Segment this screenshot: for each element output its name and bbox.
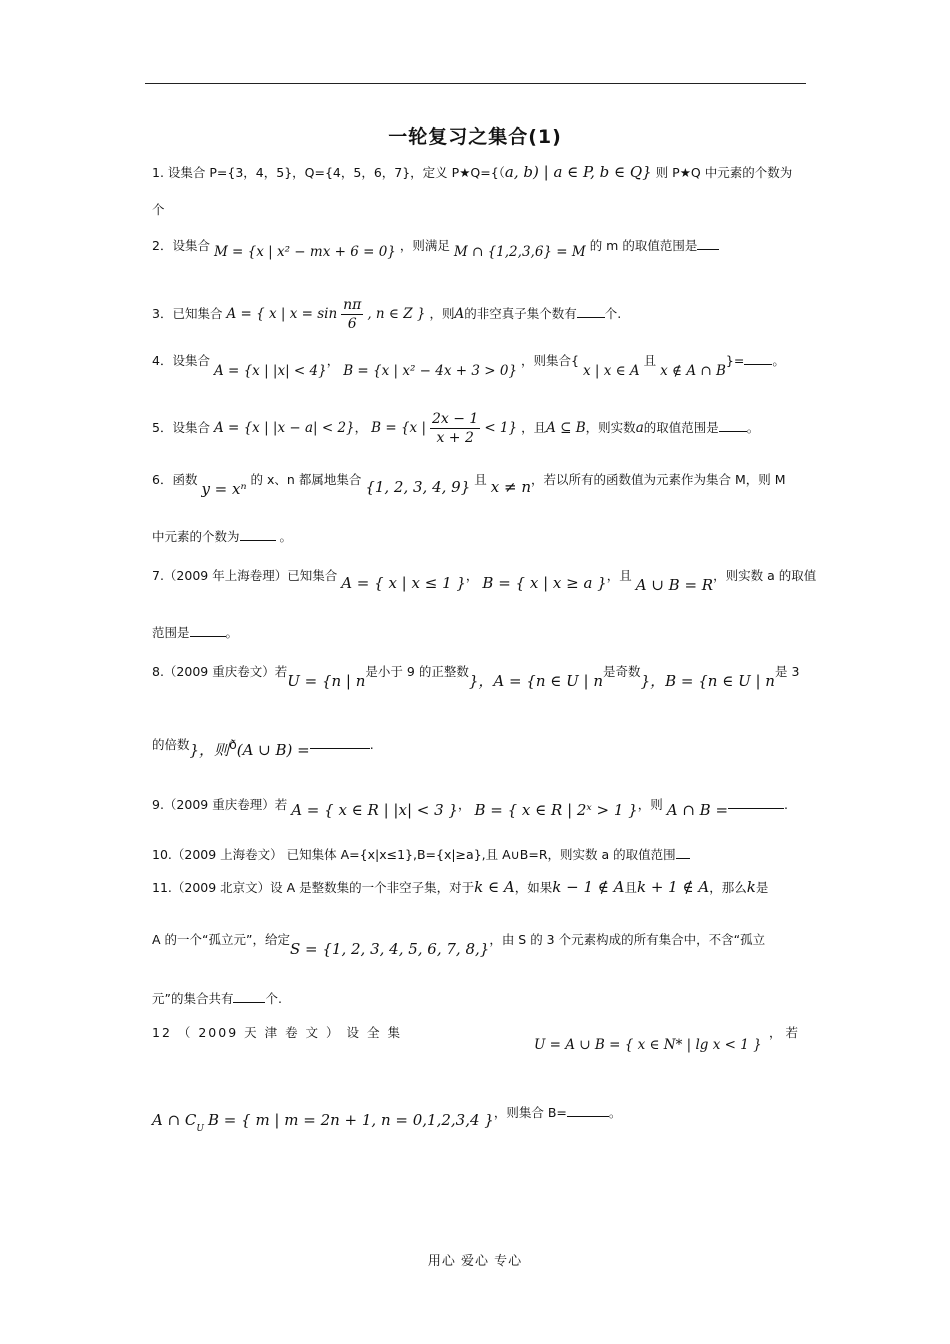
question-8-cont: 的倍数}，则ð(A ∪ B) = . [152,737,374,759]
answer-blank [697,237,719,250]
question-2: 2．设集合 M = {x | x² − mx + 6 = 0} ，则满足 M ∩ {1,2,3,6} = M 的 m 的取值范围是 [152,237,806,255]
page-title: 一轮复习之集合(1) [388,126,562,148]
question-11: 11.（2009 北京文）设 A 是整数集的一个非空子集，对于k ∈ A，如果k − 1 ∉ A且k + 1 ∉ A，那么k是 [152,878,769,896]
question-11-cont: A 的一个“孤立元”，给定S = {1, 2, 3, 4, 5, 6, 7, 8,}，由 S 的 3 个元素构成的所有集合中，不含“孤立 [152,932,766,958]
question-12-cont: A ∩ $C_U$ B = { m | m = 2n + 1, n = 0,1,2,3,4 }，则集合 B= 。 [152,1105,622,1134]
answer-blank [233,990,265,1003]
question-12: 12 （ 2009 天 津 卷 文 ） 设 全 集 U = A ∪ B = { x ∈ N* | lg x < 1 } ， 若 [152,1025,798,1053]
question-1: 1. 设集合 P={3，4，5}，Q={4，5，6，7}，定义 P★Q={（a, b) | a ∈ P, b ∈ Q} 则 P★Q 中元素的个数为 [152,163,793,181]
answer-blank [310,736,370,749]
question-1-cont: 个 [152,202,165,217]
answer-blank [240,528,276,541]
answer-blank [719,419,747,432]
header-rule [145,83,806,84]
answer-blank [190,624,226,637]
question-9: 9.（2009 重庆卷理）若 A = { x ∈ R | |x| < 3 }， B = { x ∈ R | 2ˣ > 1 }，则 A ∩ B = . [152,797,788,819]
answer-blank [577,305,605,318]
answer-blank [744,352,772,365]
question-7: 7.（2009 年上海卷理）已知集合 A = { x | x ≤ 1 }， B = { x | x ≥ a }，且 A ∪ B = R，则实数 a 的取值 [152,568,817,594]
question-7-cont: 范围是 。 [152,625,239,640]
question-8: 8.（2009 重庆卷文）若U = {n | n是小于 9 的正整数}，A = {n ∈ U | n是奇数}，B = {n ∈ U | n是 3 [152,664,800,690]
page-footer: 用心 爱心 专心 [427,1254,523,1269]
answer-blank [676,846,690,859]
question-11-cont2: 元”的集合共有 个. [152,991,282,1006]
question-5: 5．设集合 A = {x | |x − a| < 2}， B = {x | $\frac{2x - 1}{x + 2}$ < 1} ，且A ⊆ B，则实数a的取值范围是 。 [152,411,760,446]
question-3: 3．已知集合 A = { x | x = sin $\frac{n\pi}{6}$ , n ∈ Z } ，则A的非空真子集个数有 个. [152,297,622,332]
question-6-cont: 中元素的个数为 。 [152,529,292,544]
fraction: $\frac{n\pi}{6}$ [343,297,362,332]
question-6: 6．函数 y = xⁿ 的 x、n 都属地集合 {1, 2, 3, 4, 9} 且 x ≠ n，若以所有的函数值为元素作为集合 M，则 M [152,472,786,498]
question-10: 10.（2009 上海卷文） 已知集体 A={x|x≤1},B={x|≥a},且 A∪B=R，则实数 a 的取值范围 [152,846,806,864]
question-4: 4．设集合 A = {x | |x| < 4}， B = {x | x² − 4x + 3 > 0} ，则集合{ x | x ∈ A 且 x ∉ A ∩ B}= 。 [152,353,785,379]
answer-blank [567,1104,609,1117]
answer-blank [728,796,784,809]
fraction: $\frac{2x - 1}{x + 2}$ [431,411,479,446]
